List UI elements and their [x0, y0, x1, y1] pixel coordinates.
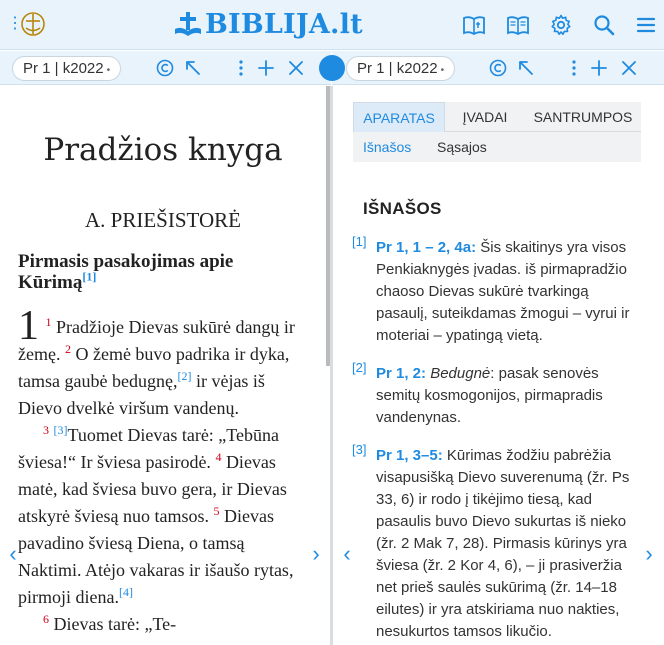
add-pane-icon[interactable]	[589, 58, 609, 78]
book-title: Pradžios knyga	[43, 132, 283, 168]
footnote-item	[352, 360, 642, 429]
subtab-isnasos[interactable]: Išnašos	[363, 139, 412, 155]
footnote-body	[376, 363, 642, 429]
verse-text: O žemė buvo padrika ir dyka, tamsa gaubė bedugnę,	[18, 344, 290, 391]
app-logo-icon[interactable]	[20, 11, 46, 37]
sync-arrow-icon[interactable]	[183, 58, 203, 78]
reference-selector[interactable]	[346, 56, 455, 81]
verse-number[interactable]: 6	[43, 612, 49, 626]
footnote-text: Šis skaitinys yra visos Penkiaknygės įvadas. iš pirmapradžio chaoso Dievas sukūrė tvarkingą pasaulį, suteikdamas žmogui – vyrui ir moteriai – ypatingą vietą.	[376, 239, 630, 344]
footnote-link[interactable]: [4]	[118, 585, 133, 599]
tab-ivadai[interactable]: ĮVADAI	[462, 109, 508, 125]
copyright-icon[interactable]	[155, 58, 175, 78]
verse-number[interactable]: 2	[64, 342, 71, 356]
verse-text: Dievas tarė: „Te-	[53, 614, 177, 634]
reference-selector[interactable]	[12, 56, 121, 81]
footnote-link[interactable]: [1]	[82, 269, 97, 284]
dot-icon: •	[440, 65, 445, 76]
next-chapter-icon[interactable]: ›	[645, 541, 653, 566]
footnote-number[interactable]: [1]	[352, 234, 367, 249]
tab-aparatas[interactable]: APARATAS	[353, 102, 445, 132]
brand-logo[interactable]	[173, 8, 363, 40]
footnote-body	[376, 445, 642, 643]
footnote-body	[376, 237, 642, 347]
search-icon[interactable]	[592, 13, 616, 37]
bible-text-pane	[0, 86, 330, 645]
close-pane-icon[interactable]	[286, 58, 306, 78]
verse-text: Dievas matė, kad šviesa buvo gera, ir Dievas atskyrė šviesą nuo tamsos.	[18, 452, 287, 526]
footnote-link[interactable]: [3]	[53, 423, 68, 437]
footnote-number[interactable]: [2]	[352, 360, 367, 375]
footnote-ref[interactable]: Pr 1, 3–5:	[376, 447, 443, 464]
copyright-icon[interactable]	[488, 58, 508, 78]
footnote-ref[interactable]: Pr 1, 1 – 2, 4a:	[376, 239, 477, 256]
footnote-ref[interactable]: Pr 1, 2:	[376, 365, 427, 382]
close-pane-icon[interactable]	[619, 58, 639, 78]
verse-number[interactable]: 5	[213, 504, 220, 518]
apparatus-tabs	[353, 102, 641, 132]
notes-heading: IŠNAŠOS	[363, 199, 442, 218]
next-chapter-icon[interactable]: ›	[312, 541, 320, 566]
dot-icon: •	[106, 65, 111, 76]
open-book-icon[interactable]	[506, 13, 530, 37]
footnote-text: Kūrimas žodžiu pabrėžia visapusišką Dievo suverenumą (žr. Ps 33, 6) ir rodo į tikėjimo tiesą, kad pasaulis buvo Dievo sukurtas iš nieko (žr. 2 Mak 7, 28). Pirmasis kūrinys yra šviesa (žr. 2 Kor 4, 6), – ji prasiveržia net prieš saulės sukūrimą (žr. 14–18 eilutes) ir yra atskiriama nuo nakties, nesukurtos tamsos likučio.	[376, 447, 630, 640]
section-title: A. PRIEŠISTORĖ	[85, 208, 241, 232]
left-pane-toolbar	[0, 51, 331, 85]
sync-arrow-icon[interactable]	[516, 58, 536, 78]
gear-icon[interactable]	[549, 13, 573, 37]
menu-dots-icon[interactable]: ⋮	[7, 15, 23, 32]
prev-chapter-icon[interactable]: ‹	[9, 541, 17, 566]
top-header	[0, 0, 664, 50]
footnote-number[interactable]: [3]	[352, 442, 367, 457]
pericope-text: Pirmasis pasakojimas apie Kūrimą	[18, 251, 234, 293]
pane-menu-dots-icon[interactable]	[231, 58, 251, 78]
reference-text: Pr 1 | k2022	[23, 60, 104, 77]
brand-text: BIBLIJA.lt	[205, 8, 363, 40]
prev-chapter-icon[interactable]: ‹	[343, 541, 351, 566]
tab-santrumpos[interactable]: SANTRUMPOS	[533, 109, 633, 125]
verse-text: ir vėjas iš Dievo dvelkė viršum vandenų.	[18, 371, 265, 418]
bible-book-icon[interactable]	[462, 13, 486, 37]
footnote-item	[352, 442, 642, 645]
hamburger-icon[interactable]	[634, 13, 658, 37]
verse-text: Pradžioje Dievas sukūrė dangų ir žemę.	[18, 317, 295, 364]
pericope-heading	[18, 251, 308, 293]
verse-text: Dievas pavadino šviesą Diena, o tamsą Naktimi. Atėjo vakaras ir išaušo rytas, pirmoji diena.	[18, 506, 294, 607]
footnote-emphasis: Bedugnė	[430, 365, 491, 382]
bible-text	[18, 303, 312, 638]
footnote-text: : pasak senovės semitų kosmogonijos, pirmapradis vandenynas.	[376, 365, 603, 426]
right-pane-toolbar	[332, 51, 664, 85]
subtab-sasajos[interactable]: Sąsajos	[437, 139, 487, 155]
open-bible-logo-icon	[173, 10, 203, 38]
chapter-number: 1	[18, 303, 39, 349]
verse-text: Tuomet Dievas tarė: „Tebūna šviesa!“ Ir šviesa pasirodė.	[18, 425, 280, 472]
verse-number[interactable]: 3	[43, 423, 49, 437]
pane-menu-dots-icon[interactable]	[564, 58, 584, 78]
pane-divider-handle[interactable]	[319, 55, 345, 81]
apparatus-pane	[333, 86, 664, 645]
footnote-item	[352, 234, 642, 347]
reference-text: Pr 1 | k2022	[357, 60, 438, 77]
apparatus-subtabs	[353, 132, 641, 162]
verse-number[interactable]: 4	[215, 450, 222, 464]
footnote-link[interactable]: [2]	[177, 369, 192, 383]
add-pane-icon[interactable]	[256, 58, 276, 78]
verse-number[interactable]: 1	[45, 315, 52, 329]
